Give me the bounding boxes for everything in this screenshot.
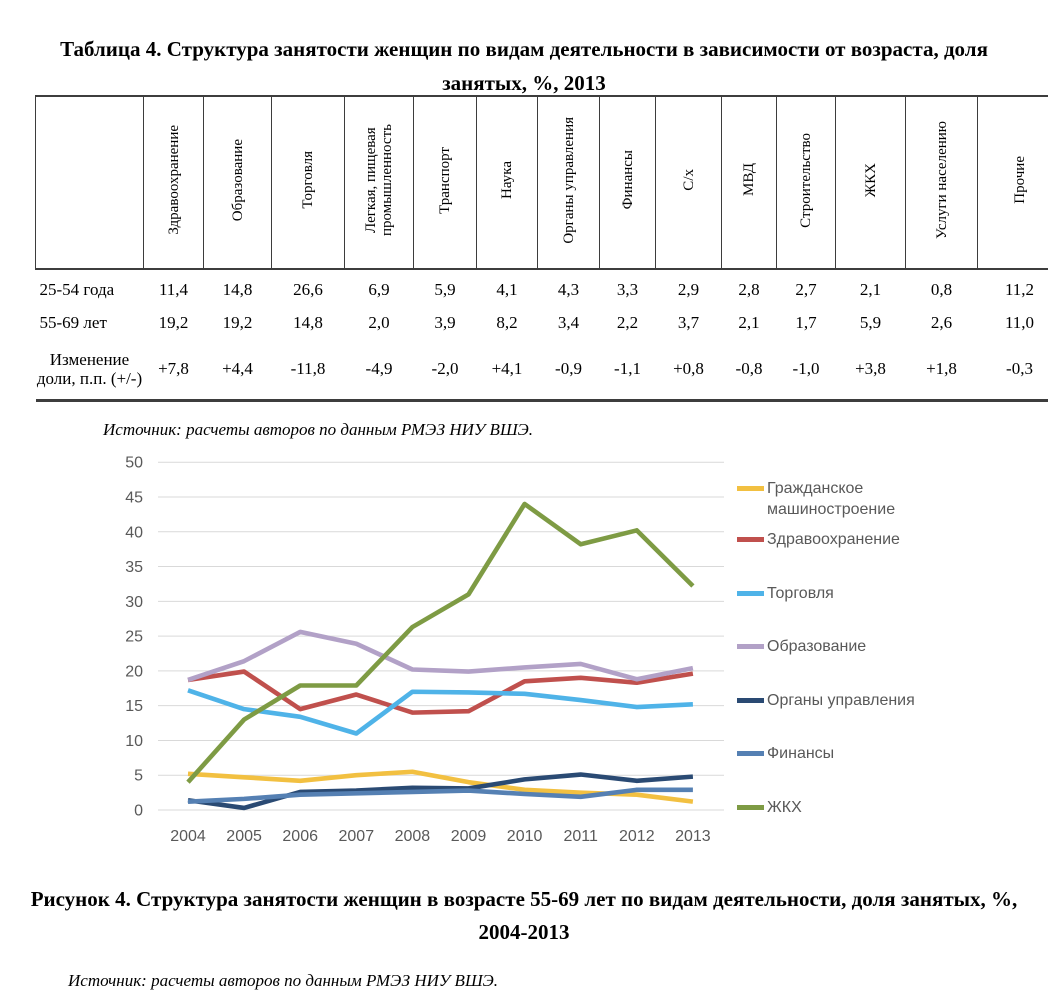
table-cell: 6,9: [345, 269, 414, 307]
x-tick-label: 2011: [563, 828, 598, 845]
column-header: [906, 96, 978, 269]
column-header-label: Органы управления: [561, 117, 577, 244]
column-header: [538, 96, 600, 269]
employment-table: [35, 95, 1048, 402]
x-tick-label: 2013: [675, 828, 711, 845]
legend-item: [737, 797, 967, 818]
table-cell: 2,1: [836, 269, 906, 307]
column-header: [272, 96, 345, 269]
y-tick-label: 20: [125, 663, 143, 680]
column-header-label: Строительство: [798, 133, 814, 228]
column-header-label: Образование: [230, 139, 246, 221]
column-header-label: Легкая, пищевая промышленность: [363, 99, 395, 262]
y-tick-label: 5: [134, 768, 143, 785]
table-cell: -1,0: [777, 339, 836, 401]
legend-label: Гражданское машиностроение: [767, 478, 947, 520]
legend-swatch: [737, 644, 764, 649]
row-label: 25-54 года: [36, 269, 144, 307]
corner-cell: [36, 96, 144, 269]
y-tick-label: 45: [125, 489, 143, 506]
table-cell: 3,3: [600, 269, 656, 307]
column-header: [600, 96, 656, 269]
column-header: [836, 96, 906, 269]
table-header: [36, 96, 1048, 269]
y-tick-label: 10: [125, 733, 143, 750]
table-cell: 19,2: [204, 307, 272, 339]
table-cell: 2,1: [722, 307, 777, 339]
legend-swatch: [737, 486, 764, 491]
column-header-label: Наука: [499, 161, 515, 199]
column-header: [656, 96, 722, 269]
x-tick-label: 2005: [226, 828, 262, 845]
column-header: [204, 96, 272, 269]
table-row: [36, 307, 1048, 339]
x-tick-label: 2004: [170, 828, 206, 845]
table-cell: +7,8: [144, 339, 204, 401]
table-cell: -2,0: [414, 339, 477, 401]
column-header: [722, 96, 777, 269]
column-header: [978, 96, 1048, 269]
table-cell: 4,3: [538, 269, 600, 307]
table-cell: 3,9: [414, 307, 477, 339]
column-header-label: Здравоохранение: [166, 125, 182, 235]
column-header-label: МВД: [741, 163, 757, 196]
table-row: [36, 269, 1048, 307]
column-header: [777, 96, 836, 269]
column-header-label: Финансы: [620, 150, 636, 209]
row-label: 55-69 лет: [36, 307, 144, 339]
legend-swatch: [737, 698, 764, 703]
table-cell: 2,9: [656, 269, 722, 307]
legend-label: Торговля: [767, 583, 947, 604]
table-cell: 26,6: [272, 269, 345, 307]
y-tick-label: 50: [125, 455, 143, 472]
table-cell: +4,1: [477, 339, 538, 401]
legend-item: [737, 529, 967, 550]
legend-item: [737, 636, 967, 657]
table-cell: 3,4: [538, 307, 600, 339]
legend-swatch: [737, 591, 764, 596]
legend-item: [737, 478, 967, 520]
row-label: Изменение доли, п.п. (+/-): [36, 339, 144, 401]
y-tick-label: 15: [125, 698, 143, 715]
table-cell: +1,8: [906, 339, 978, 401]
x-tick-label: 2009: [451, 828, 487, 845]
table-cell: 19,2: [144, 307, 204, 339]
table-cell: -4,9: [345, 339, 414, 401]
y-tick-label: 0: [134, 803, 143, 820]
table-row: [36, 339, 1048, 401]
table-cell: -0,8: [722, 339, 777, 401]
legend-label: Органы управления: [767, 690, 947, 711]
table-cell: 2,0: [345, 307, 414, 339]
x-tick-label: 2007: [339, 828, 375, 845]
column-header: [477, 96, 538, 269]
legend-label: Финансы: [767, 743, 947, 764]
table-cell: 1,7: [777, 307, 836, 339]
legend-swatch: [737, 537, 764, 542]
x-tick-label: 2006: [282, 828, 318, 845]
y-tick-label: 25: [125, 629, 143, 646]
x-tick-label: 2008: [395, 828, 431, 845]
table-cell: 11,4: [144, 269, 204, 307]
table-cell: 4,1: [477, 269, 538, 307]
table-cell: 2,2: [600, 307, 656, 339]
table-cell: 8,2: [477, 307, 538, 339]
table-cell: 2,7: [777, 269, 836, 307]
table-cell: -0,9: [538, 339, 600, 401]
table-title: Таблица 4. Структура занятости женщин по видам деятельности в зависимости от возраста, доля занятых, %, 2013: [44, 32, 1004, 100]
column-header: [144, 96, 204, 269]
legend-swatch: [737, 751, 764, 756]
table-cell: 5,9: [836, 307, 906, 339]
x-tick-label: 2012: [619, 828, 655, 845]
y-tick-label: 40: [125, 524, 143, 541]
table-cell: 11,2: [978, 269, 1048, 307]
figure-caption: Рисунок 4. Структура занятости женщин в возрасте 55-69 лет по видам деятельности, доля занятых, %, 2004-2013: [19, 883, 1029, 949]
column-header-label: ЖКХ: [863, 163, 879, 197]
table-body: [36, 269, 1048, 401]
table-cell: +4,4: [204, 339, 272, 401]
legend-label: ЖКХ: [767, 797, 947, 818]
legend-item: [737, 690, 967, 711]
column-header: [345, 96, 414, 269]
table-cell: +3,8: [836, 339, 906, 401]
column-header-label: С/х: [681, 169, 697, 191]
column-header-label: Прочие: [1012, 156, 1028, 204]
table-cell: 2,6: [906, 307, 978, 339]
table-cell: 14,8: [272, 307, 345, 339]
legend-item: [737, 743, 967, 764]
legend-label: Здравоохранение: [767, 529, 947, 550]
column-header-label: Торговля: [300, 151, 316, 209]
y-tick-label: 35: [125, 559, 143, 576]
x-tick-label: 2010: [507, 828, 543, 845]
column-header-label: Услуги населению: [934, 121, 950, 239]
table-cell: -11,8: [272, 339, 345, 401]
series-line-3: [188, 632, 693, 680]
column-header: [414, 96, 477, 269]
legend-item: [737, 583, 967, 604]
figure-source-note: Источник: расчеты авторов по данным РМЭЗ НИУ ВШЭ.: [68, 971, 498, 991]
table-cell: 5,9: [414, 269, 477, 307]
table-cell: 0,8: [906, 269, 978, 307]
table-cell: 2,8: [722, 269, 777, 307]
table-cell: +0,8: [656, 339, 722, 401]
column-header-label: Транспорт: [437, 147, 453, 214]
table-cell: 3,7: [656, 307, 722, 339]
table-cell: -1,1: [600, 339, 656, 401]
table-source-note: Источник: расчеты авторов по данным РМЭЗ НИУ ВШЭ.: [103, 420, 533, 440]
legend-swatch: [737, 805, 764, 810]
y-tick-label: 30: [125, 594, 143, 611]
table-cell: -0,3: [978, 339, 1048, 401]
table-cell: 11,0: [978, 307, 1048, 339]
legend-label: Образование: [767, 636, 947, 657]
table-cell: 14,8: [204, 269, 272, 307]
